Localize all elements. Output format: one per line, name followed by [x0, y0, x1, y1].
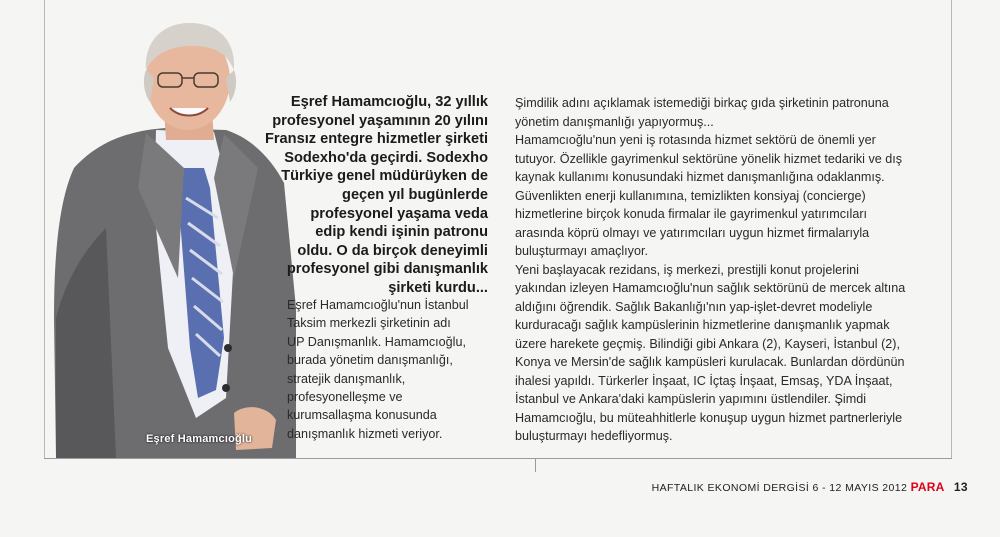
body-line: tutuyor. Özellikle gayrimenkul sektörüne yönelik hizmet tedariki ve dış: [515, 151, 903, 166]
page-number: 13: [953, 480, 968, 494]
bio-line: danışmanlık hizmeti veriyor.: [287, 426, 443, 441]
body-line: Hamamcıoğlu'nun yeni iş rotasında hizmet sektörü de önemli yer: [515, 133, 876, 147]
body-line: buluşturmayı amaçlıyor.: [515, 244, 648, 258]
lead-line: profesyonel yaşamının 20 yılını: [272, 112, 488, 129]
body-line: Yeni başlayacak rezidans, iş merkezi, prestijli konut projelerini: [515, 262, 859, 277]
page-footer: [652, 480, 968, 494]
body-line: Hamamcıoğlu, bu müteahhitlerle konuşup uygun hizmet partnerleriyle: [515, 410, 903, 425]
footer-issue: HAFTALIK EKONOMİ DERGİSİ 6 - 12 MAYIS 2012: [651, 482, 908, 494]
bio-line: Eşref Hamamcıoğlu'nun İstanbul: [287, 298, 469, 312]
bio-line: Taksim merkezli şirketinin adı: [287, 316, 451, 331]
footer-brand: PARA: [910, 480, 945, 494]
lead-paragraph: [232, 93, 488, 298]
frame-bottom-rule: [44, 458, 952, 459]
body-line: buluşturmayı hedefliyormuş.: [515, 429, 673, 443]
lead-line: Eşref Hamamcıoğlu, 32 yıllık: [290, 94, 488, 110]
bio-line: profesyonelleşme ve: [287, 390, 403, 405]
body-line: yakından izleyen Hamamcıoğlu'nun sağlık sektörünü de mercek altına: [515, 281, 906, 295]
lead-line: geçen yıl bugünlerde: [342, 186, 488, 203]
lead-line: profesyonel yaşama veda: [310, 205, 488, 222]
body-column-right: [515, 94, 935, 446]
jacket-button: [224, 344, 232, 352]
bio-line: stratejik danışmanlık,: [287, 371, 406, 386]
body-line: Konya ve Mersin'de sağlık kampüsleri kurulacak. Bunlardan dördünün: [515, 355, 905, 369]
frame-left-rule: [44, 0, 45, 458]
photo-caption: Eşref Hamamcıoğlu: [146, 433, 253, 445]
body-line: arasında köprü olmayı ve yatırımcıları uygun hizmet firmalarıyla: [515, 225, 870, 240]
lead-line: oldu. O da birçok deneyimli: [297, 242, 488, 259]
lead-line: Türkiye genel müdürüyken de: [281, 168, 488, 185]
lead-line: Fransız entegre hizmetler şirketi: [264, 131, 488, 148]
body-line: İstanbul ve Ankara'daki kampüslerin yapımını üstlendiler. Şimdi: [515, 392, 867, 406]
body-line: Şimdilik adını açıklamak istemediği birkaç gıda şirketinin patronuna: [515, 96, 889, 110]
body-line: kurduracağı sağlık kampüslerinin hizmetlerine danışmanlık yapmak: [515, 318, 890, 332]
bio-paragraph: [287, 296, 487, 443]
body-line: aldığını öğrendik. Sağlık Bakanlığı'nın yap-işlet-devret modeliyle: [515, 299, 873, 314]
body-line: hizmetlerine birçok konuda firmalar ile gayrimenkul yatırımcıları: [515, 207, 868, 221]
frame-right-rule: [951, 0, 952, 458]
bio-line: UP Danışmanlık. Hamamcıoğlu,: [287, 334, 466, 349]
bio-line: burada yönetim danışmanlığı,: [287, 353, 453, 368]
body-line: yönetim danışmanlığı yapıyormuş...: [515, 114, 714, 129]
body-line: Güvenlikten enerji kullanımına, temizlikten konsiyaj (concierge): [515, 188, 866, 203]
frame-tick-rule: [535, 458, 536, 472]
lead-line: profesyonel gibi danışmanlık: [286, 261, 488, 278]
jacket-button: [222, 384, 230, 392]
bio-line: kurumsallaşma konusunda: [287, 408, 437, 423]
lead-line: edip kendi işinin patronu: [315, 224, 488, 241]
body-line: üzere harekete geçmiş. Bilindiği gibi Ankara (2), Kayseri, İstanbul (2),: [515, 336, 900, 351]
lead-line: şirketi kurdu...: [388, 279, 488, 296]
lead-line: Sodexho'da geçirdi. Sodexho: [284, 149, 488, 166]
body-line: ihalesi yapıldı. Türkerler İnşaat, IC İçtaş İnşaat, Emsaş, YDA İnşaat,: [515, 373, 893, 388]
body-line: kaynak kullanımı konusundaki hizmet danışmanlığına odaklanmış.: [515, 170, 885, 184]
